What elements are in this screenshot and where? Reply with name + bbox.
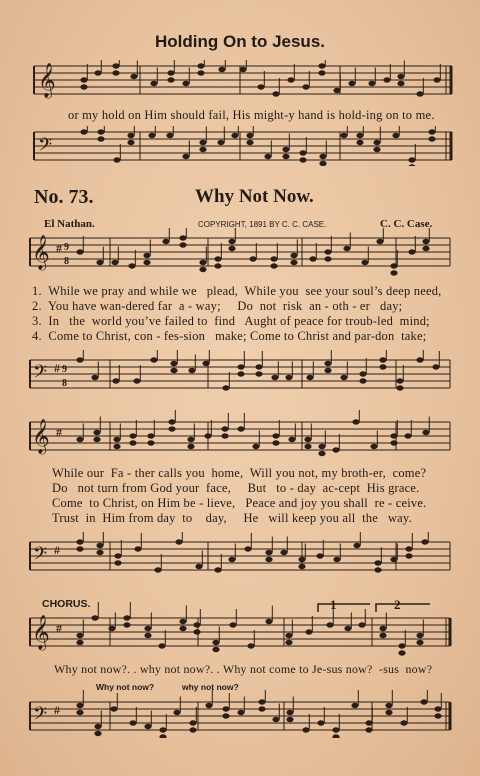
note-head: [199, 147, 206, 152]
note-head: [416, 640, 423, 645]
staff-top-treble: [0, 60, 480, 106]
note-head: [385, 703, 392, 708]
note-head: [333, 557, 340, 562]
note-head: [97, 129, 104, 134]
note-head: [359, 378, 366, 383]
note-head: [385, 710, 392, 715]
note-head: [264, 154, 271, 159]
note-head: [390, 440, 397, 445]
note-head: [76, 703, 83, 708]
note-head: [127, 133, 134, 138]
note-head: [170, 368, 177, 373]
note-head: [390, 433, 397, 438]
note-head: [290, 253, 297, 258]
refrain-line-2: Do not turn from God your face, But to - day ac-cept His grace.: [52, 481, 420, 495]
note-head: [129, 720, 136, 725]
staff-verse-treble: [0, 228, 480, 278]
note-head: [113, 444, 120, 449]
note-head: [333, 88, 340, 93]
note-head: [76, 640, 83, 645]
note-head: [96, 260, 103, 265]
note-head: [228, 557, 235, 562]
note-head: [356, 133, 363, 138]
note-head: [247, 643, 254, 648]
note-head: [168, 419, 175, 424]
verse-line-1: 1. While we pray and while we plead, While you see your soul’s deep need,: [32, 284, 442, 298]
note-head: [265, 619, 272, 624]
note-head: [373, 147, 380, 152]
note-head: [348, 81, 355, 86]
note-head: [265, 550, 272, 555]
note-head: [91, 615, 98, 620]
note-head: [244, 546, 251, 551]
song-number: No. 73.: [34, 186, 94, 208]
note-head: [390, 557, 397, 562]
note-head: [150, 357, 157, 362]
note-head: [193, 622, 200, 627]
note-head: [370, 444, 377, 449]
note-head: [147, 433, 154, 438]
note-head: [187, 444, 194, 449]
note-head: [282, 147, 289, 152]
note-head: [76, 539, 83, 544]
staff-top-bass: [0, 126, 480, 166]
note-head: [199, 260, 206, 265]
note-head: [433, 77, 440, 82]
svg-text:𝄞: 𝄞: [32, 615, 50, 650]
note-head: [93, 430, 100, 435]
note-head: [416, 357, 423, 362]
svg-text:#: #: [54, 703, 60, 717]
note-head: [379, 357, 386, 362]
note-head: [340, 375, 347, 380]
note-head: [432, 364, 439, 369]
note-head: [408, 157, 415, 162]
svg-text:8: 8: [62, 378, 67, 389]
note-head: [187, 437, 194, 442]
note-head: [221, 426, 228, 431]
note-head: [129, 440, 136, 445]
note-head: [212, 640, 219, 645]
note-head: [197, 70, 204, 75]
note-head: [285, 633, 292, 638]
note-head: [416, 633, 423, 638]
note-head: [199, 267, 206, 272]
verse-line-4: 4. Come to Christ, con - fes-sion make; Come to Christ and par-don take;: [32, 329, 427, 343]
note-head: [374, 560, 381, 565]
note-head: [218, 67, 225, 72]
note-head: [392, 133, 399, 138]
note-head: [112, 70, 119, 75]
note-head: [114, 553, 121, 558]
note-head: [287, 77, 294, 82]
note-head: [305, 629, 312, 634]
note-head: [222, 706, 229, 711]
note-head: [147, 440, 154, 445]
note-head: [324, 249, 331, 254]
svg-text:9: 9: [64, 242, 69, 253]
note-head: [270, 256, 277, 261]
note-head: [199, 140, 206, 145]
staff-refrain-treble: [0, 410, 480, 462]
copyright-notice: COPYRIGHT, 1891 BY C. C. CASE.: [198, 220, 327, 229]
note-head: [304, 444, 311, 449]
note-head: [144, 626, 151, 631]
note-head: [340, 133, 347, 138]
note-head: [80, 77, 87, 82]
svg-text:#: #: [56, 621, 62, 635]
note-head: [143, 260, 150, 265]
note-head: [405, 553, 412, 558]
svg-text:𝄢: 𝄢: [33, 704, 48, 729]
refrain-line-4: Trust in Him from day to day, He will keep you all the way.: [52, 511, 412, 525]
note-head: [319, 161, 326, 166]
note-head: [332, 447, 339, 452]
note-head: [205, 703, 212, 708]
note-head: [237, 364, 244, 369]
note-head: [420, 699, 427, 704]
note-head: [306, 375, 313, 380]
note-head: [304, 437, 311, 442]
note-head: [231, 133, 238, 138]
note-head: [316, 553, 323, 558]
note-head: [249, 256, 256, 261]
svg-text:#: #: [56, 425, 62, 439]
verse-line-3: 3. In the world you’ve failed to find Aught of peace for troub-led mind;: [32, 314, 430, 328]
note-head: [351, 703, 358, 708]
note-head: [428, 129, 435, 134]
note-head: [390, 263, 397, 268]
note-head: [272, 433, 279, 438]
svg-text:#: #: [56, 241, 62, 255]
note-head: [159, 734, 166, 738]
note-head: [434, 706, 441, 711]
note-head: [272, 440, 279, 445]
note-head: [290, 260, 297, 265]
first-ending-number: 1: [330, 597, 337, 612]
note-head: [222, 713, 229, 718]
note-head: [257, 84, 264, 89]
note-head: [302, 727, 309, 732]
note-head: [144, 633, 151, 638]
note-head: [128, 263, 135, 268]
note-head: [422, 246, 429, 251]
note-head: [197, 63, 204, 68]
note-head: [302, 84, 309, 89]
note-head: [324, 361, 331, 366]
note-head: [422, 430, 429, 435]
refrain-line-3: Come to Christ, on Him be - lieve, Peace and joy you shall re - ceive.: [52, 496, 427, 510]
note-head: [272, 717, 279, 722]
note-head: [396, 385, 403, 390]
note-head: [255, 371, 262, 376]
note-head: [127, 140, 134, 145]
composer-credit: C. C. Case.: [380, 218, 433, 230]
note-head: [246, 140, 253, 145]
note-head: [214, 263, 221, 268]
note-head: [154, 567, 161, 572]
chorus-label: CHORUS.: [42, 598, 91, 610]
note-head: [285, 640, 292, 645]
staff-chorus-bass: [0, 690, 480, 738]
note-head: [175, 539, 182, 544]
note-head: [108, 626, 115, 631]
note-head: [405, 546, 412, 551]
note-head: [373, 140, 380, 145]
note-head: [255, 364, 262, 369]
note-head: [237, 426, 244, 431]
note-head: [112, 378, 119, 383]
note-head: [332, 727, 339, 732]
note-head: [123, 622, 130, 627]
song-title: Why Not Now.: [195, 186, 314, 207]
svg-text:𝄢: 𝄢: [33, 544, 48, 569]
note-head: [144, 724, 151, 729]
note-head: [76, 546, 83, 551]
second-ending-number: 2: [394, 597, 401, 612]
note-head: [379, 364, 386, 369]
note-head: [265, 557, 272, 562]
svg-text:8: 8: [64, 256, 69, 267]
note-head: [343, 246, 350, 251]
note-head: [344, 626, 351, 631]
note-head: [173, 710, 180, 715]
note-head: [298, 564, 305, 569]
note-head: [222, 385, 229, 390]
note-head: [280, 550, 287, 555]
note-head: [91, 375, 98, 380]
note-head: [428, 136, 435, 141]
refrain-line-1: While our Fa - ther calls you home, Will you not, my broth-er, come?: [52, 466, 427, 480]
note-head: [383, 77, 390, 82]
note-head: [195, 564, 202, 569]
note-head: [396, 378, 403, 383]
note-head: [332, 734, 339, 738]
note-head: [76, 710, 83, 715]
note-head: [179, 619, 186, 624]
note-head: [114, 560, 121, 565]
svg-text:𝄢: 𝄢: [33, 362, 48, 387]
note-head: [324, 368, 331, 373]
note-head: [356, 140, 363, 145]
note-head: [286, 710, 293, 715]
note-head: [272, 91, 279, 96]
note-head: [416, 91, 423, 96]
note-head: [408, 164, 415, 166]
note-head: [379, 633, 386, 638]
note-head: [252, 444, 259, 449]
top-song-lyric: or my hold on Him should fail, His might-y hand is hold-ing on to me.: [68, 108, 435, 122]
note-head: [421, 539, 428, 544]
note-head: [182, 81, 189, 86]
note-head: [111, 260, 118, 265]
note-head: [217, 140, 224, 145]
note-head: [318, 70, 325, 75]
note-head: [179, 235, 186, 240]
note-head: [379, 626, 386, 631]
note-head: [94, 731, 101, 736]
note-head: [202, 361, 209, 366]
note-head: [193, 629, 200, 634]
note-head: [76, 437, 83, 442]
note-head: [246, 133, 253, 138]
note-head: [359, 371, 366, 376]
note-head: [318, 451, 325, 456]
note-head: [390, 270, 397, 275]
note-head: [229, 622, 236, 627]
note-head: [189, 727, 196, 732]
note-head: [239, 67, 246, 72]
note-head: [134, 546, 141, 551]
staff-refrain-bass: [0, 532, 480, 580]
chorus-lyric: Why not now?. . why not now?. . Why not come to Je-sus now? -sus now?: [54, 662, 433, 676]
verse-line-2: 2. You have wan-dered far a - way; Do not risk an - oth - er day;: [32, 299, 403, 313]
note-head: [271, 375, 278, 380]
note-head: [182, 154, 189, 159]
svg-text:𝄞: 𝄞: [32, 419, 50, 454]
note-head: [361, 260, 368, 265]
note-head: [96, 543, 103, 548]
note-head: [258, 699, 265, 704]
note-head: [167, 77, 174, 82]
note-head: [97, 136, 104, 141]
note-head: [404, 433, 411, 438]
note-head: [422, 239, 429, 244]
note-head: [237, 710, 244, 715]
note-head: [398, 650, 405, 655]
note-head: [398, 643, 405, 648]
note-head: [170, 361, 177, 366]
note-head: [129, 433, 136, 438]
note-head: [365, 720, 372, 725]
note-head: [397, 74, 404, 79]
note-head: [96, 550, 103, 555]
note-head: [286, 717, 293, 722]
note-head: [162, 239, 169, 244]
note-head: [168, 426, 175, 431]
note-head: [130, 74, 137, 79]
note-head: [110, 706, 117, 711]
note-head: [166, 133, 173, 138]
note-head: [188, 368, 195, 373]
note-head: [179, 242, 186, 247]
note-head: [318, 63, 325, 68]
note-head: [113, 437, 120, 442]
note-head: [159, 727, 166, 732]
note-head: [179, 626, 186, 631]
note-head: [76, 249, 83, 254]
author-credit: El Nathan.: [44, 218, 95, 230]
note-head: [319, 154, 326, 159]
note-head: [282, 154, 289, 159]
note-head: [228, 246, 235, 251]
svg-text:#: #: [54, 543, 60, 557]
song-title-holding-on: Holding On to Jesus.: [154, 32, 325, 51]
svg-text:𝄢: 𝄢: [38, 135, 53, 160]
note-head: [214, 256, 221, 261]
note-head: [212, 647, 219, 652]
note-head: [148, 133, 155, 138]
note-head: [112, 63, 119, 68]
note-head: [352, 419, 359, 424]
note-head: [150, 81, 157, 86]
note-head: [374, 567, 381, 572]
staff-verse-bass: [0, 350, 480, 398]
note-head: [237, 371, 244, 376]
note-head: [270, 263, 277, 268]
note-head: [123, 615, 130, 620]
note-head: [397, 81, 404, 86]
note-head: [318, 444, 325, 449]
note-head: [94, 70, 101, 75]
note-head: [76, 633, 83, 638]
note-head: [353, 543, 360, 548]
note-head: [93, 437, 100, 442]
note-head: [299, 157, 306, 162]
note-head: [133, 378, 140, 383]
note-head: [285, 375, 292, 380]
svg-text:#: #: [54, 361, 60, 375]
note-head: [214, 567, 221, 572]
staff-chorus-treble: [0, 596, 480, 658]
note-head: [324, 256, 331, 261]
svg-text:𝄞: 𝄞: [38, 63, 56, 98]
note-head: [158, 643, 165, 648]
note-head: [309, 256, 316, 261]
note-head: [299, 150, 306, 155]
note-head: [143, 253, 150, 258]
note-head: [365, 727, 372, 732]
note-head: [376, 239, 383, 244]
note-head: [76, 357, 83, 362]
note-head: [317, 720, 324, 725]
svg-text:9: 9: [62, 364, 67, 375]
note-head: [167, 70, 174, 75]
note-head: [408, 249, 415, 254]
note-head: [434, 713, 441, 718]
note-head: [228, 239, 235, 244]
note-head: [189, 720, 196, 725]
svg-text:𝄞: 𝄞: [32, 235, 50, 270]
note-head: [221, 433, 228, 438]
note-head: [113, 157, 120, 162]
note-head: [368, 81, 375, 86]
note-head: [288, 437, 295, 442]
note-head: [94, 724, 101, 729]
note-head: [80, 84, 87, 89]
note-head: [400, 720, 407, 725]
note-head: [80, 129, 87, 134]
note-head: [358, 622, 365, 627]
echo-why-not-now-1: Why not now?: [96, 682, 155, 692]
note-head: [326, 622, 333, 627]
note-head: [204, 433, 211, 438]
note-head: [258, 706, 265, 711]
note-head: [298, 557, 305, 562]
echo-why-not-now-2: why not now?: [182, 682, 239, 692]
